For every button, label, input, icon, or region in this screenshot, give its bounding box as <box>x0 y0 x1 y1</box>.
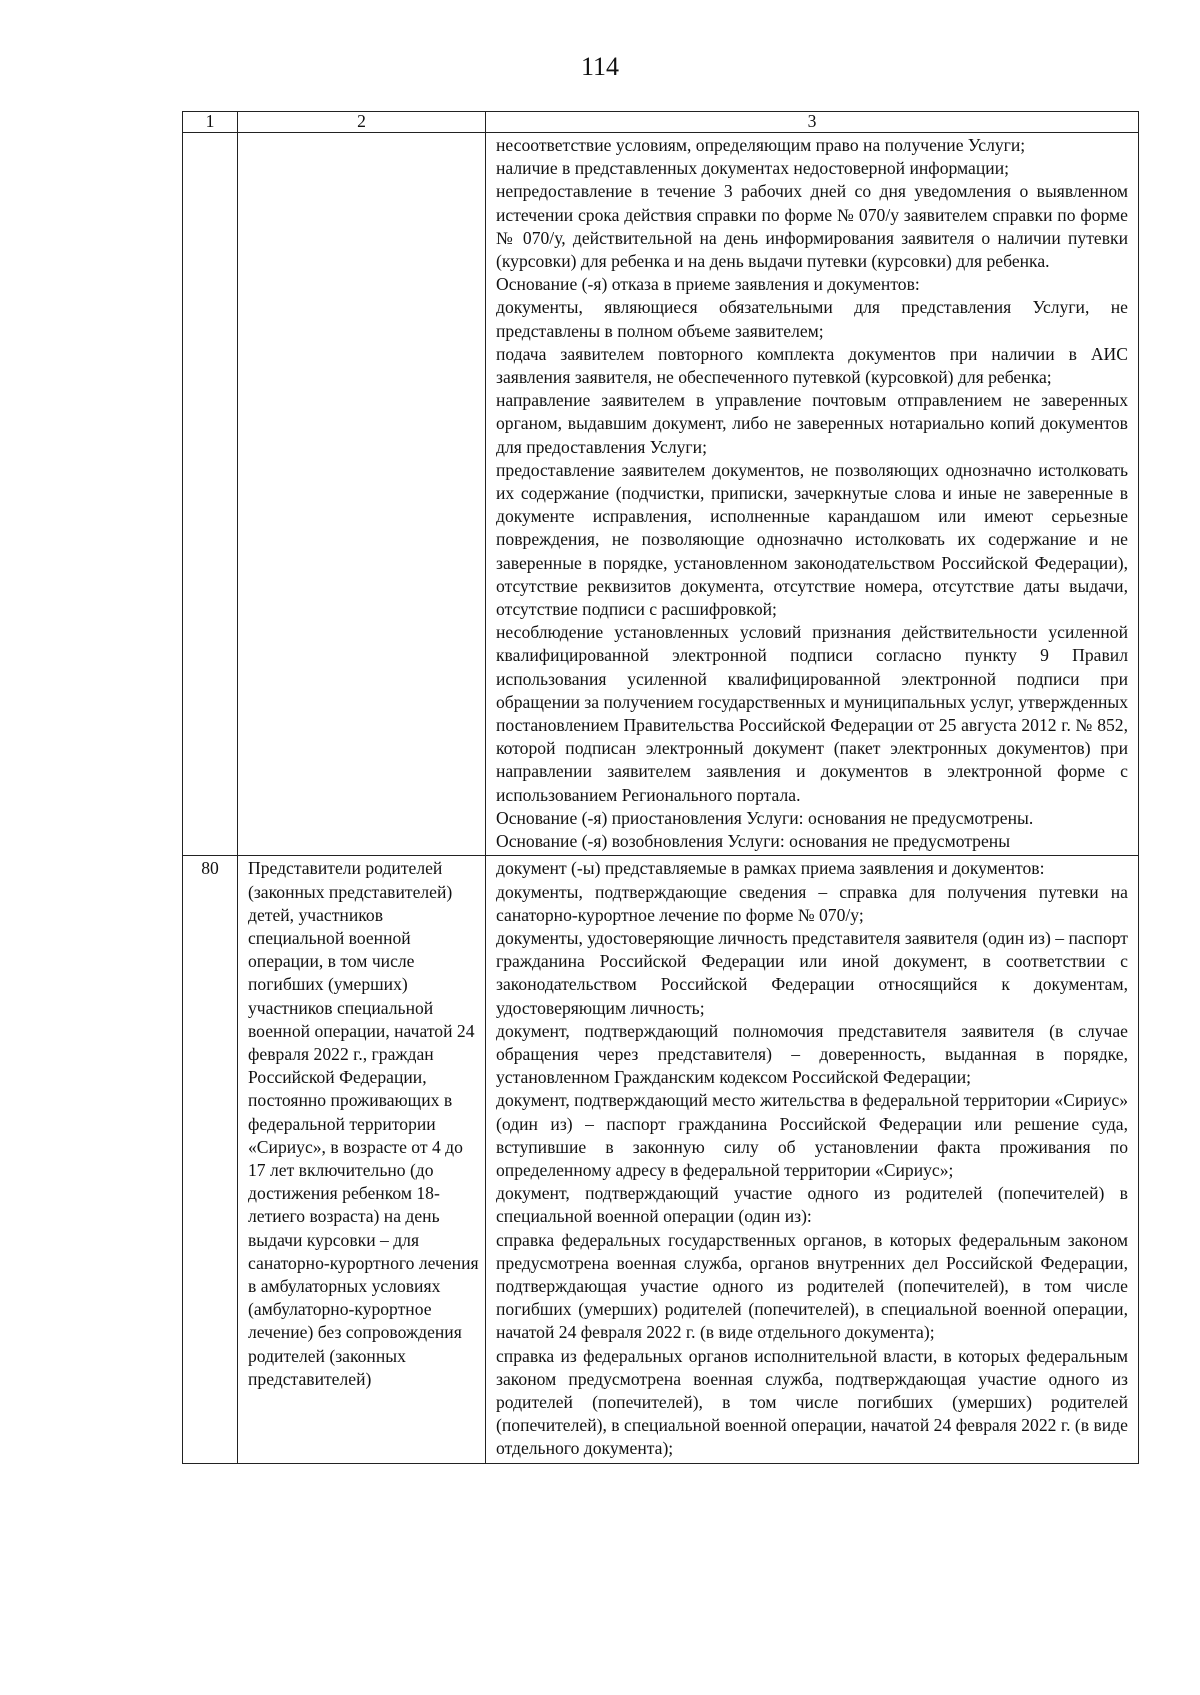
paragraph: справка из федеральных органов исполнительной власти, в которых федеральным законом предусмотрена военная служба, подтверждающая участие одного из родителей (попечителей), в том числе погибших (умерших) родителей (попечителей), в специальной военной операции, начатой 24 февраля 2022 г. (в виде отдельного документа); <box>496 1345 1128 1459</box>
table-row <box>183 133 1139 856</box>
paragraph: документы, подтверждающие сведения – справка для получения путевки на санаторно-курортное лечение по форме № 070/у; <box>496 881 1128 925</box>
column-header-1: 1 <box>183 112 238 133</box>
column-header-3: 3 <box>486 112 1139 133</box>
paragraph: подача заявителем повторного комплекта документов при наличии в АИС заявления заявителя, не обеспеченного путевкой (курсовкой) для ребенка; <box>496 343 1128 388</box>
paragraph: справка федеральных государственных органов, в которых федеральным законом предусмотрена военная служба, органов внутренних дел Российской Федерации, подтверждающая участие одного из родителей (попечителей), в том числе погибших (умерших) родителей (попечителей), в специальной военной операции, начатой 24 февраля 2022 г. (в виде отдельного документа); <box>496 1229 1128 1343</box>
recipient-category-cell: Представители родителей (законных представителей) детей, участников специальной военной операции, в том числе погибших (умерших) участников специальной военной операции, начатой 24 февраля 2022 г., граждан Российской Федерации, постоянно проживающих в федеральной территории «Сириус», в возрасте от 4 до 17 лет включительно (до достижения ребенком 18-летиего возраста) на день выдачи курсовки – для санаторно-курортного лечения в амбулаторных условиях (амбулаторно-курортное лечение) без сопровождения родителей (законных представителей) <box>238 856 486 1463</box>
grounds-cell <box>486 133 1139 856</box>
paragraph: документы, являющиеся обязательными для представления Услуги, не представлены в полном объеме заявителем; <box>496 297 1128 341</box>
recipient-category-cell <box>238 133 486 856</box>
paragraph: предоставление заявителем документов, не позволяющих однозначно истолковать их содержание (подчистки, приписки, зачеркнутые слова и иные не заверенные в документе исправления, исполненные карандашом или имеют серьезные повреждения, не позволяющие однозначно истолковать их содержание и не заверенные в порядке, установленном законодательством Российской Федерации), отсутствие реквизитов документа, отсутствие номера, отсутствие даты выдачи, отсутствие подписи с расшифровкой; <box>496 459 1128 620</box>
paragraph: Основание (-я) отказа в приеме заявления и документов: <box>496 274 920 295</box>
page-number: 114 <box>580 52 620 81</box>
paragraph: непредоставление в течение 3 рабочих дней со дня уведомления о выявленном истечении срока действия справки по форме № 070/у заявителем справки по форме № 070/у, действительной на день информирования заявителя о наличии путевки (курсовки) для ребенка и на день выдачи путевки (курсовки) для ребенка. <box>496 181 1128 272</box>
table-row <box>183 856 1139 1463</box>
paragraph: несоответствие условиям, определяющим право на получение Услуги; <box>496 135 1026 155</box>
paragraph: документы, удостоверяющие личность представителя заявителя (один из) – паспорт гражданина Российской Федерации или иной документ, в соответствии с законодательством Российской Федерации относящийся к документам, удостоверяющим личность; <box>496 927 1128 1018</box>
paragraph: Основание (-я) приостановления Услуги: основания не предусмотрены. <box>496 807 1034 828</box>
column-header-2: 2 <box>238 112 486 133</box>
paragraph: наличие в представленных документах недостоверной информации; <box>496 158 1009 179</box>
paragraph: документ, подтверждающий место жительства в федеральной территории «Сириус» (один из) – паспорт гражданина Российской Федерации или решение суда, вступившие в законную силу об установлении факта проживания по определенному адресу в федеральной территории «Сириус»; <box>496 1090 1128 1180</box>
paragraph: направление заявителем в управление почтовым отправлением не заверенных органом, выдавшим документ, либо не заверенных нотариально копий документов для предоставления Услуги; <box>496 390 1128 457</box>
table-header-row <box>183 112 1139 133</box>
paragraph: Основание (-я) возобновления Услуги: основания не предусмотрены <box>496 831 1011 852</box>
paragraph: документ, подтверждающий полномочия представителя заявителя (в случае обращения через представителя) – доверенность, выданная в порядке, установленном Гражданским кодексом Российской Федерации; <box>496 1020 1128 1088</box>
paragraph: несоблюдение установленных условий признания действительности усиленной квалифицированной электронной подписи согласно пункту 9 Правил использования усиленной квалифицированной электронной подписи при обращении за получением государственных и муниципальных услуг, утвержденных постановлением Правительства Российской Федерации от 25 августа 2012 г. № 852, которой подписан электронный документ (пакет электронных документов) при направлении заявителем заявления и документов в электронной форме с использованием Регионального портала. <box>496 622 1128 805</box>
row-number-cell <box>183 133 238 856</box>
document-table <box>182 111 1139 1464</box>
paragraph: документ, подтверждающий участие одного из родителей (попечителей) в специальной военной операции (один из): <box>496 1183 1128 1227</box>
documents-cell <box>486 856 1139 1463</box>
paragraph: документ (-ы) представляемые в рамках приема заявления и документов: <box>496 858 1045 879</box>
row-number-cell: 80 <box>183 856 238 1463</box>
